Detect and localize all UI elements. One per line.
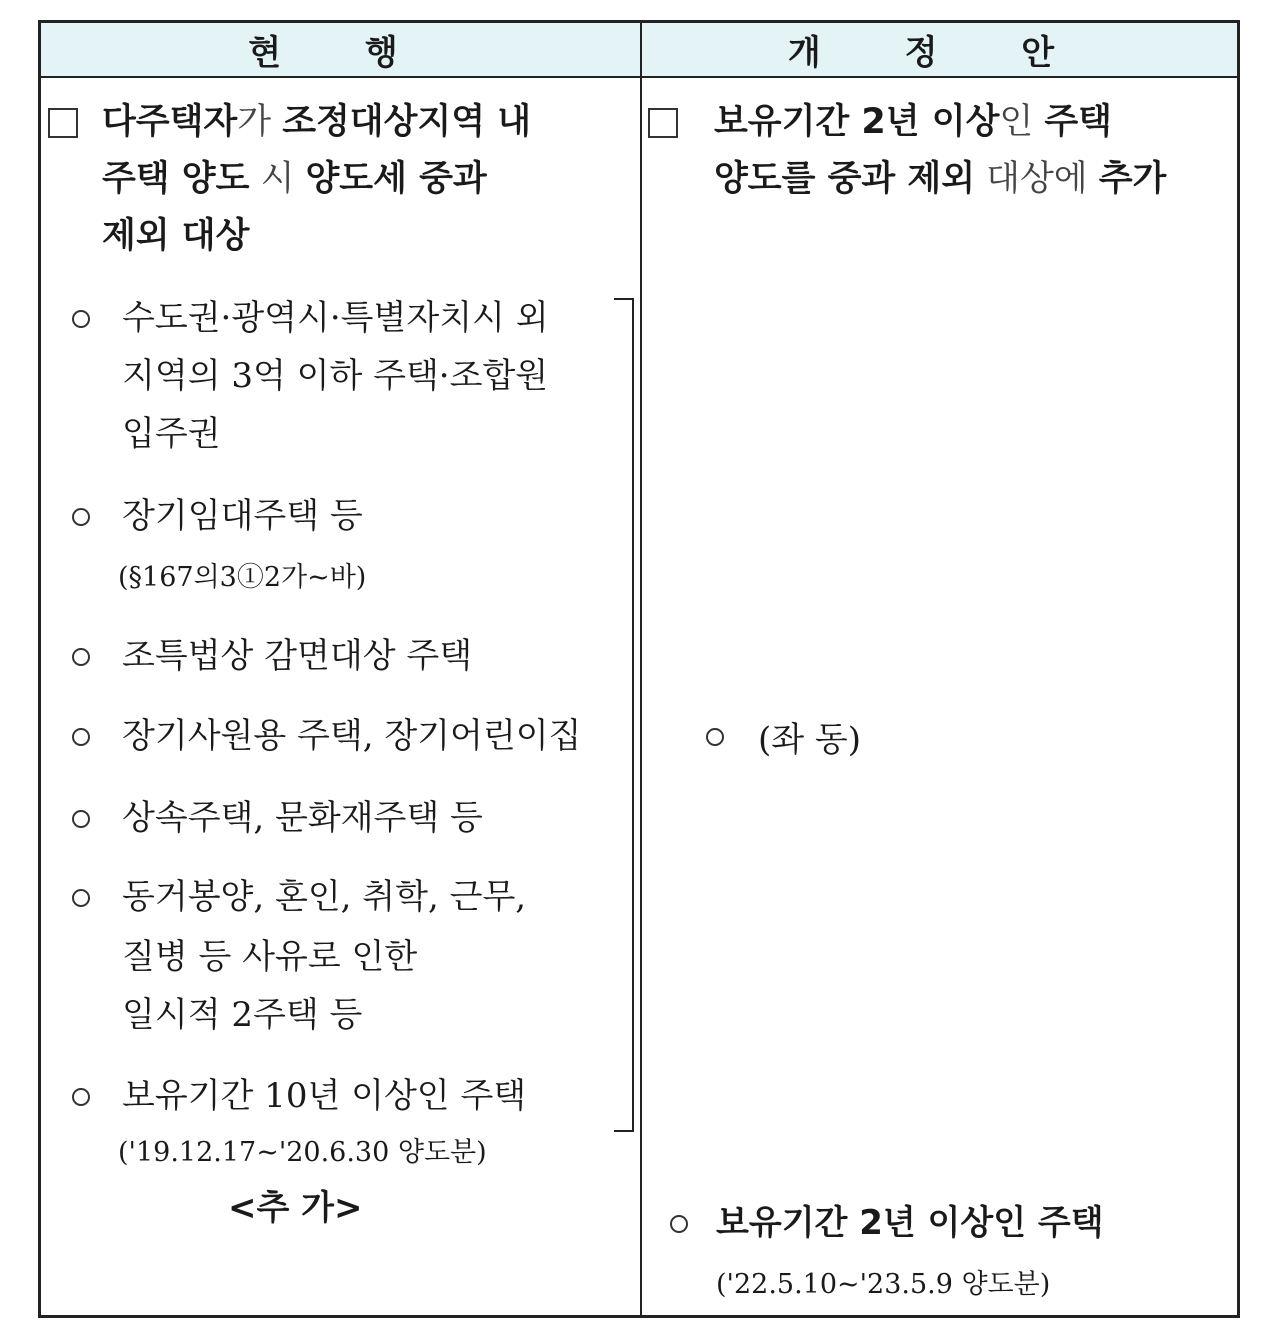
current-heading-line1 bbox=[102, 94, 531, 151]
list-item-text: 보유기간 10년 이상인 주택 bbox=[122, 1076, 527, 1116]
list-item-text: 지역의 3억 이하 주택·조합원 bbox=[122, 356, 549, 396]
heading-bold-text: 조정대상지역 내 bbox=[282, 102, 532, 142]
list-item-text: 상속주택, 문화재주택 등 bbox=[122, 798, 483, 838]
heading-bold-text: 양도를 중과 제외 bbox=[714, 159, 976, 199]
header-proposal: 개 정 안 bbox=[641, 23, 1237, 78]
circle-bullet-icon bbox=[72, 889, 90, 907]
heading-plain-text: 가 bbox=[237, 102, 283, 142]
addition-label: <추 가> bbox=[228, 1188, 363, 1228]
current-heading-line3 bbox=[102, 208, 249, 265]
list-item-text: 질병 등 사유로 인한 bbox=[122, 937, 418, 977]
circle-bullet-icon bbox=[72, 310, 90, 328]
proposal-heading-line1 bbox=[714, 94, 1112, 151]
list-item-text: 장기임대주택 등 bbox=[122, 496, 363, 536]
heading-plain-text: 인 bbox=[999, 102, 1045, 142]
new-item-text: 보유기간 2년 이상인 주택 bbox=[716, 1203, 1104, 1243]
proposal-heading-line2 bbox=[714, 151, 1166, 208]
circle-bullet-icon bbox=[72, 1088, 90, 1106]
checkbox-square-icon bbox=[48, 108, 78, 138]
circle-bullet-icon bbox=[72, 648, 90, 666]
heading-bold-text: 양도세 중과 bbox=[305, 159, 487, 199]
heading-bold-text: 다주택자 bbox=[102, 102, 238, 142]
heading-bold-text: 주택 양도 bbox=[102, 159, 250, 199]
grouping-bracket bbox=[614, 298, 634, 1132]
header-current: 현 행 bbox=[41, 23, 641, 78]
heading-bold-text: 제외 대상 bbox=[102, 216, 250, 256]
circle-bullet-icon bbox=[72, 508, 90, 526]
column-divider bbox=[640, 23, 642, 1315]
list-item-subtext: ('19.12.17~'20.6.30 양도분) bbox=[118, 1137, 487, 1168]
list-item-text: 입주권 bbox=[122, 414, 221, 454]
circle-bullet-icon bbox=[72, 810, 90, 828]
new-item-subtext: ('22.5.10~'23.5.9 양도분) bbox=[716, 1269, 1051, 1300]
checkbox-square-icon bbox=[648, 108, 678, 138]
list-item-text: 장기사원용 주택, 장기어린이집 bbox=[122, 716, 582, 756]
circle-bullet-icon bbox=[670, 1215, 688, 1233]
list-item-subtext: (§167의3①2가~바) bbox=[118, 562, 367, 593]
list-item-text: 동거봉양, 혼인, 취학, 근무, bbox=[122, 877, 527, 917]
list-item-text: 수도권·광역시·특별자치시 외 bbox=[122, 298, 549, 338]
circle-bullet-icon bbox=[706, 728, 724, 746]
heading-plain-text: 대상에 bbox=[975, 159, 1099, 199]
heading-bold-text: 보유기간 2년 이상 bbox=[714, 102, 1000, 142]
heading-plain-text: 시 bbox=[249, 159, 306, 199]
heading-bold-text: 추가 bbox=[1098, 159, 1167, 199]
current-heading-line2 bbox=[102, 151, 487, 208]
circle-bullet-icon bbox=[72, 728, 90, 746]
list-item-text: 조특법상 감면대상 주택 bbox=[122, 636, 473, 676]
heading-bold-text: 주택 bbox=[1044, 102, 1112, 142]
same-as-left-text: (좌 동) bbox=[758, 720, 862, 760]
list-item-text: 일시적 2주택 등 bbox=[122, 995, 363, 1035]
